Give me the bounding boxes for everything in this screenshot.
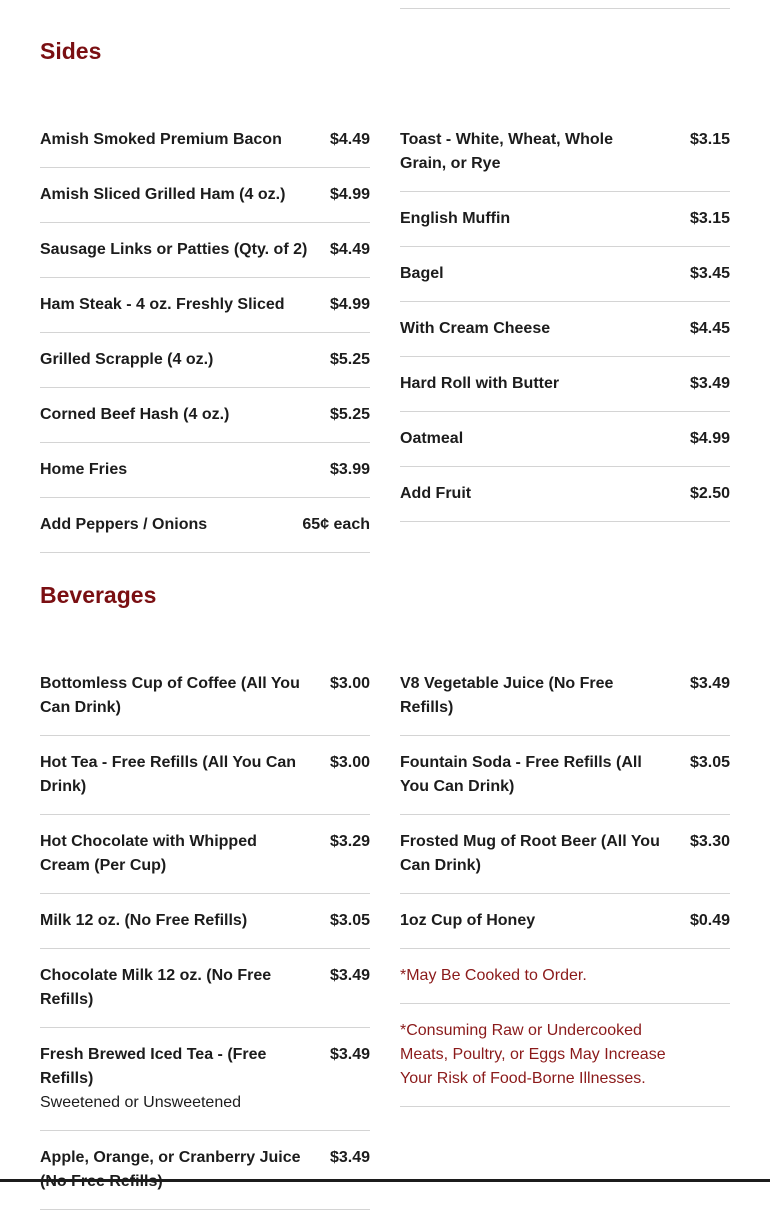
item-price: $4.99 [329,296,370,313]
item-price: $4.49 [329,241,370,258]
item-name: Ham Steak - 4 oz. Freshly Sliced [40,296,285,313]
menu-item [400,302,730,357]
item-price: $3.00 [329,675,370,692]
item-price: $3.99 [329,461,370,478]
menu-item [40,736,370,815]
item-name: Chocolate Milk 12 oz. (No Free Refills) [40,967,272,1008]
item-name: Amish Smoked Premium Bacon [40,131,282,148]
item-name: Corned Beef Hash (4 oz.) [40,406,230,423]
item-name: Fresh Brewed Iced Tea - (Free Refills) [40,1046,267,1087]
item-name: Home Fries [40,461,128,478]
item-price: $3.49 [689,675,730,692]
item-price: $3.49 [689,375,730,392]
menu-item [400,815,730,894]
menu-item [40,278,370,333]
item-price: $3.49 [329,967,370,984]
menu-item [40,125,370,168]
item-name: English Muffin [400,210,511,227]
menu-item [40,1028,370,1131]
item-name: Sausage Links or Patties (Qty. of 2) [40,241,308,258]
item-name: Apple, Orange, or Cranberry Juice [40,1149,301,1166]
item-price: $2.50 [689,485,730,502]
menu-item [40,894,370,949]
menu-item [40,669,370,736]
menu-item [40,443,370,498]
item-price: $4.99 [689,430,730,447]
menu-item [400,669,730,736]
item-name: Frosted Mug of Root Beer (All You Can Drink) [400,833,660,874]
item-price: $3.00 [329,754,370,771]
item-price: 65¢ each [302,516,370,533]
item-name: Toast - White, Wheat, Whole Grain, or Rye [400,131,614,172]
item-price: $3.49 [329,1149,370,1166]
item-price: $0.49 [689,912,730,929]
menu-item [400,192,730,247]
note-text: *Consuming Raw or Undercooked Meats, Poultry, or Eggs May Increase Your Risk of Food-Borne Illnesses. [400,1022,666,1087]
item-price: $3.05 [689,754,730,771]
item-name: Add Peppers / Onions [40,516,208,533]
item-description: Sweetened or Unsweetened [40,1094,242,1111]
item-price: $4.99 [329,186,370,203]
note-text: *May Be Cooked to Order. [400,967,587,984]
sides-left-column [40,125,370,553]
item-name: 1oz Cup of Honey [400,912,536,929]
item-name: Hot Chocolate with Whipped Cream (Per Cup) [40,833,257,874]
cooked-to-order-note [400,949,730,1004]
item-name: Amish Sliced Grilled Ham (4 oz.) [40,186,286,203]
item-name: Milk 12 oz. (No Free Refills) [40,912,248,929]
item-price: $3.05 [329,912,370,929]
item-name: Add Fruit [400,485,472,502]
item-price: $3.30 [689,833,730,850]
item-name: Grilled Scrapple (4 oz.) [40,351,214,368]
item-price: $4.45 [689,320,730,337]
menu-item [40,168,370,223]
beverages-left-column [40,669,370,1210]
menu-item [400,357,730,412]
menu-item [400,894,730,949]
beverages-heading: Beverages [40,582,157,608]
menu-item [40,223,370,278]
menu-item [400,467,730,522]
sides-right-column [400,125,730,522]
item-name: Oatmeal [400,430,464,447]
food-safety-warning [400,1004,730,1107]
item-name: Bagel [400,265,444,282]
item-name: Hard Roll with Butter [400,375,560,392]
item-price: $3.29 [329,833,370,850]
item-name: Bottomless Cup of Coffee (All You Can Drink) [40,675,300,716]
menu-item [40,949,370,1028]
menu-item [40,815,370,894]
item-name: Fountain Soda - Free Refills (All You Can Drink) [400,754,642,795]
item-price: $4.49 [329,131,370,148]
item-price: $3.15 [689,131,730,148]
menu-item [400,736,730,815]
beverages-right-column [400,669,730,1107]
menu-item [40,498,370,553]
sides-heading: Sides [40,38,102,64]
item-price: $5.25 [329,406,370,423]
item-name: Hot Tea - Free Refills (All You Can Drink) [40,754,297,795]
menu-item [40,1131,370,1210]
item-price: $3.49 [329,1046,370,1063]
item-name: With Cream Cheese [400,320,551,337]
item-name: V8 Vegetable Juice (No Free Refills) [400,675,614,716]
menu-item [400,247,730,302]
item-price: $3.45 [689,265,730,282]
item-price: $5.25 [329,351,370,368]
top-divider [400,8,730,9]
menu-item [40,388,370,443]
item-price: $3.15 [689,210,730,227]
menu-item [400,125,730,192]
menu-item [400,412,730,467]
menu-item [40,333,370,388]
